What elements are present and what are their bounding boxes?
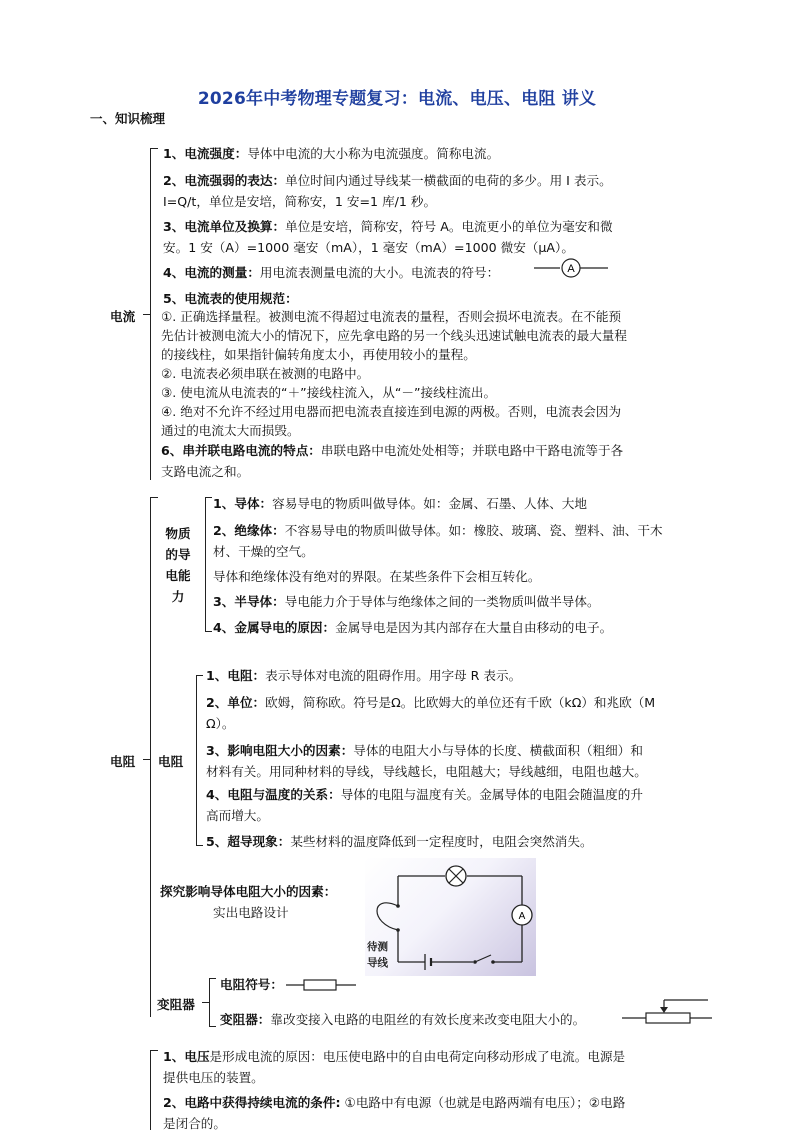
- resistance-sub-label: 电阻: [158, 754, 184, 769]
- resistor-symbol-row: 电阻符号：: [220, 977, 283, 992]
- resistance-item-1: 1、电阻：表示导体对电流的阻碍作用。用字母 R 表示。: [206, 668, 522, 683]
- conductivity-label: 物质 的导 电能 力: [165, 526, 191, 604]
- resistance-item-3: 3、影响电阻大小的因素：导体的电阻大小与导体的长度、横截面积（粗细）和 材料有关。用同种材料的导线，导线越长，电阻越大；导线越细，电阻也越大。: [206, 743, 647, 779]
- svg-text:导线: 导线: [367, 957, 388, 969]
- resistor-symbol-icon: [286, 978, 356, 992]
- circuit-diagram: [365, 858, 536, 976]
- conductivity-brace: [205, 497, 206, 631]
- current-label: 电流: [110, 309, 136, 324]
- conductivity-item-4: 4、金属导电的原因：金属导电是因为其内部存在大量自由移动的电子。: [213, 620, 613, 635]
- current-item-3: 3、电流单位及换算：单位是安培，简称安，符号 A。电流更小的单位为毫安和微 安。1 安（A）=1000 毫安（mA），1 毫安（mA）=1000 微安（μA）。: [163, 219, 613, 255]
- current-item-2: 2、电流强弱的表达：单位时间内通过导线某一横截面的电荷的多少。用 I 表示。 I=Q/t，单位是安培，简称安，1 安=1 库/1 秒。: [163, 173, 612, 209]
- svg-text:待测: 待测: [367, 941, 388, 953]
- resistance-item-5: 5、超导现象：某些材料的温度降低到一定程度时，电阻会突然消失。: [206, 834, 593, 849]
- conductivity-item-3: 3、半导体：导电能力介于导体与绝缘体之间的一类物质叫做半导体。: [213, 594, 600, 609]
- voltage-brace: [150, 1050, 151, 1130]
- current-item-5: 5、电流表的使用规范：: [163, 291, 298, 306]
- current-item-1: 1、电流强度：导体中电流的大小称为电流强度。简称电流。: [163, 146, 500, 161]
- resistance-item-4: 4、电阻与温度的关系：导体的电阻与温度有关。金属导体的电阻会随温度的升 高而增大。: [206, 787, 643, 823]
- resistance-sub-brace: [196, 675, 197, 845]
- resistance-item-2: 2、单位：欧姆，简称欧。符号是Ω。比欧姆大的单位还有千欧（kΩ）和兆欧（M Ω）。: [206, 695, 656, 731]
- rheostat-brace: [209, 978, 210, 1026]
- rheostat-label: 变阻器: [157, 997, 195, 1012]
- explore-heading: 探究影响导体电阻大小的因素：: [160, 884, 337, 899]
- battery-icon: [425, 954, 473, 970]
- section-heading: 一、知识梳理: [90, 111, 166, 126]
- page-title: 2026年中考物理专题复习：电流、电压、电阻 讲义: [197, 89, 597, 109]
- current-item-4: 4、电流的测量：用电流表测量电流的大小。电流表的符号：: [163, 265, 500, 280]
- current-item-5-rules: ①. 正确选择量程。被测电流不得超过电流表的量程，否则会损坏电流表。在不能预 先估计被测电流大小的情况下，应先拿电路的另一个线头迅速试触电流表的最大量程 的接线柱，如果指针偏转角度太小，再使用较小的量程。 ②. 电流表必须串联在被测的电路中。 ③. 使电流从电流表的“＋”接线柱流入，从“－”接线柱流出。 ④. 绝对不允许不经过用电器而把电流表直接连到电源的两极。否则，电流表会因为 通过的电流太大而损毁。: [161, 309, 627, 438]
- resistance-label: 电阻: [110, 754, 136, 769]
- rheostat-symbol-icon: [622, 994, 712, 1026]
- conductivity-item-2: 2、绝缘体：不容易导电的物质叫做导体。如：橡胶、玻璃、瓷、塑料、油、干木 材、干燥的空气。: [213, 523, 663, 559]
- rheostat-description: 变阻器：靠改变接入电路的电阻丝的有效长度来改变电阻大小的。: [220, 1012, 586, 1027]
- lamp-icon: [446, 866, 466, 886]
- svg-text:A: A: [518, 911, 526, 922]
- ammeter-icon: [512, 905, 532, 925]
- conductivity-note: 导体和绝缘体没有绝对的界限。在某些条件下会相互转化。: [213, 569, 541, 584]
- ammeter-symbol-icon: [534, 258, 608, 278]
- explore-subheading: 实出电路设计: [213, 905, 289, 920]
- conductivity-item-1: 1、导体：容易导电的物质叫做导体。如：金属、石墨、人体、大地: [213, 496, 587, 511]
- resistance-brace: [150, 497, 151, 1017]
- switch-icon: [473, 955, 495, 964]
- svg-text:A: A: [567, 263, 575, 275]
- voltage-item-1: 1、电压是形成电流的原因：电压使电路中的自由电荷定向移动形成了电流。电源是 提供电压的装置。: [163, 1049, 626, 1085]
- voltage-item-2: 2、电路中获得持续电流的条件: ①电路中有电源（也就是电路两端有电压）；②电路 是闭合的。: [163, 1095, 626, 1131]
- current-item-6: 6、串并联电路电流的特点：串联电路中电流处处相等；并联电路中干路电流等于各 支路电流之和。: [161, 443, 624, 479]
